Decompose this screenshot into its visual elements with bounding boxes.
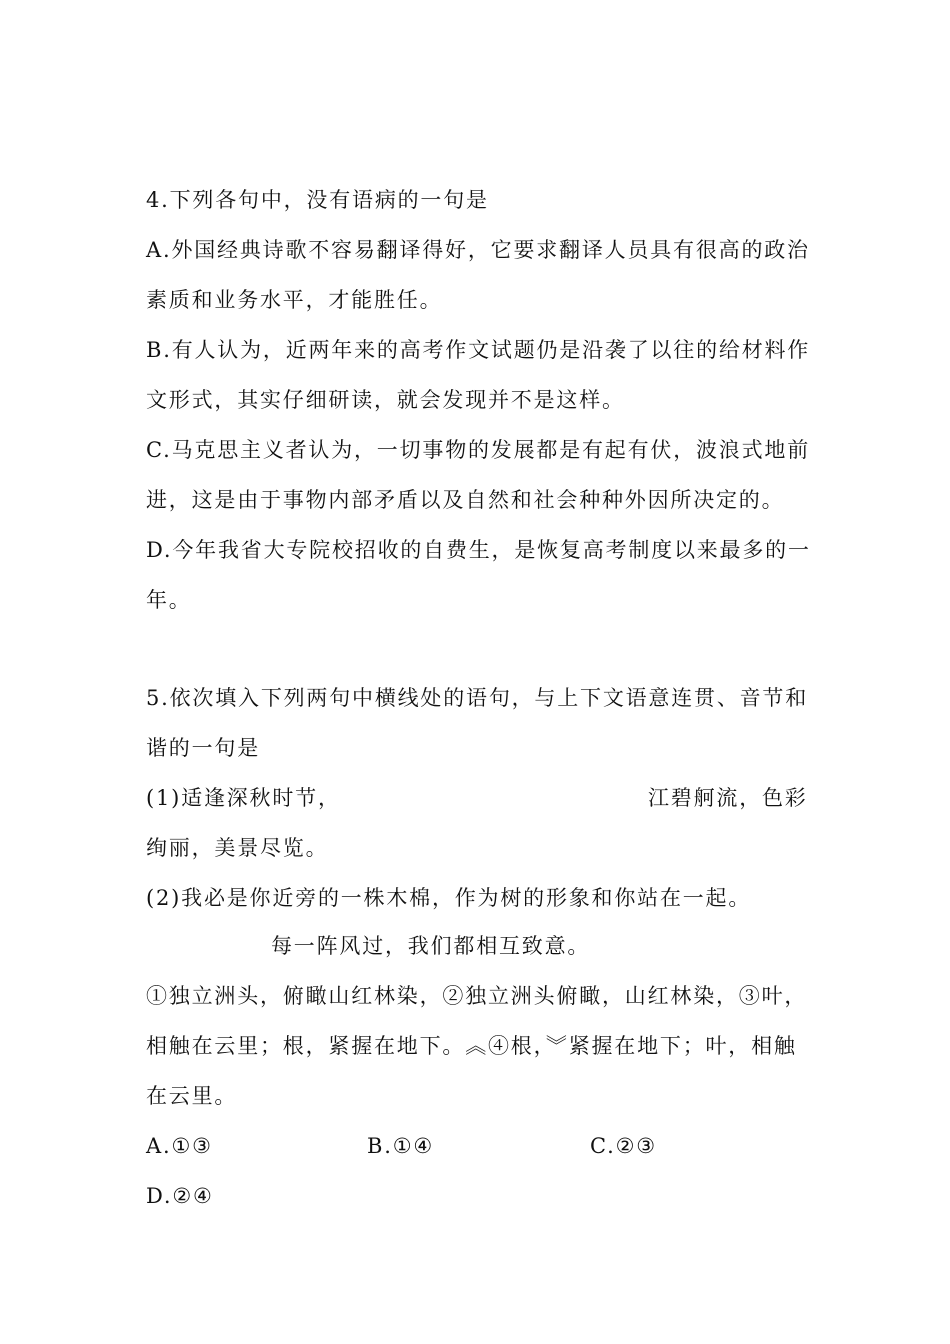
- q5-options-line2: 相触在云里；根，紧握在地下。︽④根，︾紧握在地下；叶，相触: [146, 1034, 797, 1058]
- q5-choice-a: A.①③: [146, 1134, 213, 1158]
- q4-option-c-line2: 进，这是由于事物内部矛盾以及自然和社会种种外因所决定的。: [146, 488, 785, 512]
- q5-sentence1-end: 江碧舸流，色彩: [648, 786, 808, 810]
- q4-option-d-line2: 年。: [146, 588, 192, 612]
- q4-option-a-line1: A.外国经典诗歌不容易翻译得好，它要求翻译人员具有很高的政治: [146, 238, 810, 262]
- question-5-stem-line1: 5.依次填入下列两句中横线处的语句，与上下文语意连贯、音节和: [146, 686, 809, 710]
- q5-options-line3: 在云里。: [146, 1084, 238, 1108]
- q4-option-d-line1: D.今年我省大专院校招收的自费生，是恢复高考制度以来最多的一: [146, 538, 811, 562]
- q4-option-a-line2: 素质和业务水平，才能胜任。: [146, 288, 443, 312]
- q5-choice-d: D.②④: [146, 1184, 214, 1208]
- q4-option-b-line2: 文形式，其实仔细研读，就会发现并不是这样。: [146, 388, 625, 412]
- q4-option-b-line1: B.有人认为，近两年来的高考作文试题仍是沿袭了以往的给材料作: [146, 338, 811, 362]
- q5-sentence2-line1: (2)我必是你近旁的一株木棉，作为树的形象和你站在一起。: [146, 886, 752, 910]
- q5-sentence2-line2: 每一阵风过，我们都相互致意。: [271, 934, 591, 958]
- q4-option-c-line1: C.马克思主义者认为，一切事物的发展都是有起有伏，波浪式地前: [146, 438, 810, 462]
- q5-options-line1: ①独立洲头，俯瞰山红林染，②独立洲头俯瞰，山红林染，③叶，: [146, 984, 808, 1008]
- q5-choice-c: C.②③: [590, 1134, 657, 1158]
- question-4-stem: 4.下列各句中，没有语病的一句是: [146, 188, 489, 212]
- q5-sentence1-start: (1)适逢深秋时节，: [146, 786, 341, 810]
- q5-sentence1-line2: 绚丽，美景尽览。: [146, 836, 329, 860]
- q5-choice-b: B.①④: [367, 1134, 434, 1158]
- question-5-stem-line2: 谐的一句是: [146, 736, 260, 760]
